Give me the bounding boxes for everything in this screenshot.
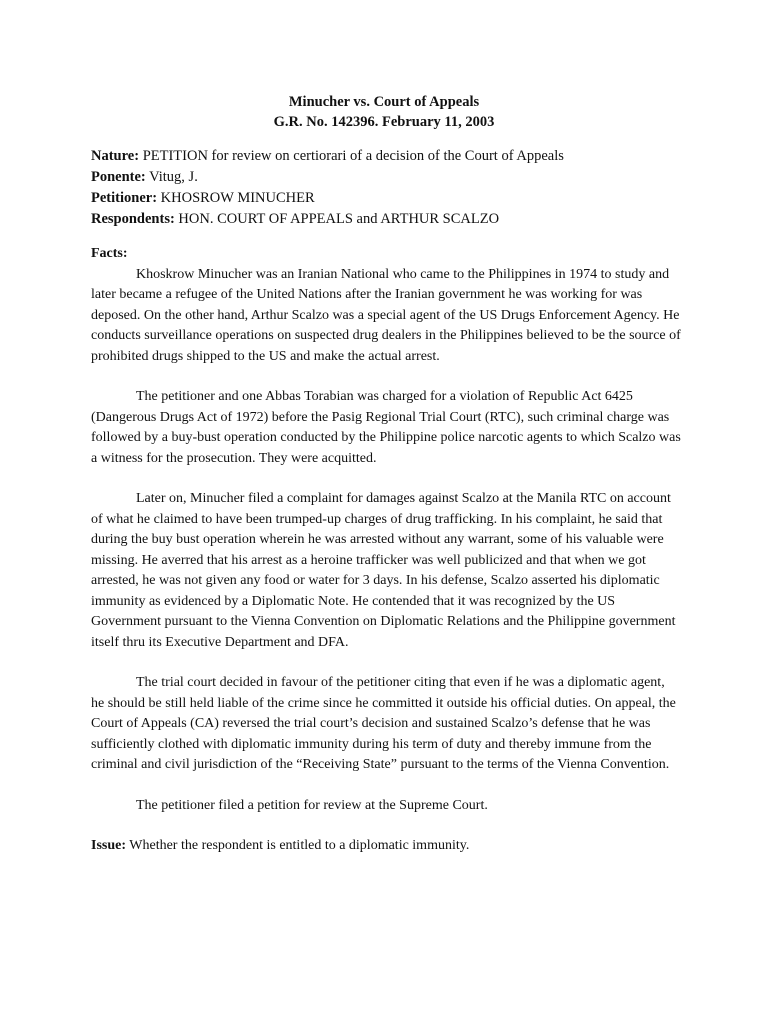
meta-nature xyxy=(91,146,681,167)
meta-value: Vitug, J. xyxy=(149,169,198,185)
case-meta xyxy=(91,146,681,230)
case-title-block xyxy=(0,92,768,132)
issue-line xyxy=(91,836,681,857)
meta-value: KHOSROW MINUCHER xyxy=(160,190,315,206)
meta-petitioner xyxy=(91,188,681,209)
facts-paragraph: The petitioner filed a petition for review at the Supreme Court. xyxy=(136,797,488,813)
facts-paragraph: Later on, Minucher filed a complaint for damages against Scalzo at the Manila RTC on account of what he claimed to have been trumped-up charges of drug trafficking. In his complaint, he said that during the buy bust operation wherein he was arrested without any warrant, some of his valuable were missing. He averred that his arrest as a heroine trafficker was well publicized and that when we got arrested, he was not given any food or water for 3 days. In his defense, Scalzo asserted his diplomatic immunity as evidenced by a Diplomatic Note. He contended that it was recognized by the US Government pursuant to the Vienna Convention on Diplomatic Relations and the Philippine government itself thru its Executive Department and DFA. xyxy=(91,491,676,650)
case-title: Minucher vs. Court of Appeals xyxy=(288,94,480,110)
meta-label: Nature: xyxy=(91,148,140,164)
meta-value: PETITION for review on certiorari of a decision of the Court of Appeals xyxy=(142,148,564,164)
meta-label: Ponente: xyxy=(91,169,146,185)
facts-paragraph: Khoskrow Minucher was an Iranian National who came to the Philippines in 1974 to study and later became a refugee of the United Nations after the Iranian government he was working for was deposed. On the other hand, Arthur Scalzo was a special agent of the US Drugs Enforcement Agency. He conducts surveillance operations on suspected drug dealers in the Philippines believed to be the source of prohibited drugs shipped to the US and make the actual arrest. xyxy=(91,266,681,364)
case-body xyxy=(91,244,681,857)
meta-label: Respondents: xyxy=(91,211,175,227)
case-citation: G.R. No. 142396. February 11, 2003 xyxy=(273,114,495,130)
meta-value: HON. COURT OF APPEALS and ARTHUR SCALZO xyxy=(178,211,500,227)
facts-paragraph: The petitioner and one Abbas Torabian was charged for a violation of Republic Act 6425 (Dangerous Drugs Act of 1972) before the Pasig Regional Trial Court (RTC), such criminal charge was followed by a buy-bust operation conducted by the Philippine police narcotic agents to which Scalzo was a witness for the prosecution. They were acquitted. xyxy=(91,389,681,466)
meta-respondents xyxy=(91,209,681,230)
facts-heading: Facts: xyxy=(91,246,128,261)
meta-label: Petitioner: xyxy=(91,190,158,206)
issue-text: Whether the respondent is entitled to a diplomatic immunity. xyxy=(129,838,470,853)
issue-heading: Issue: xyxy=(91,838,127,853)
facts-paragraph: The trial court decided in favour of the petitioner citing that even if he was a diplomatic agent, he should be still held liable of the crime since he committed it outside his official duties. On appeal, the Court of Appeals (CA) reversed the trial court’s decision and sustained Scalzo’s defense that he was sufficiently clothed with diplomatic immunity during his term of duty and thereby immune from the criminal and civil jurisdiction of the “Receiving State” pursuant to the terms of the Vienna Convention. xyxy=(91,675,676,772)
meta-ponente xyxy=(91,167,681,188)
